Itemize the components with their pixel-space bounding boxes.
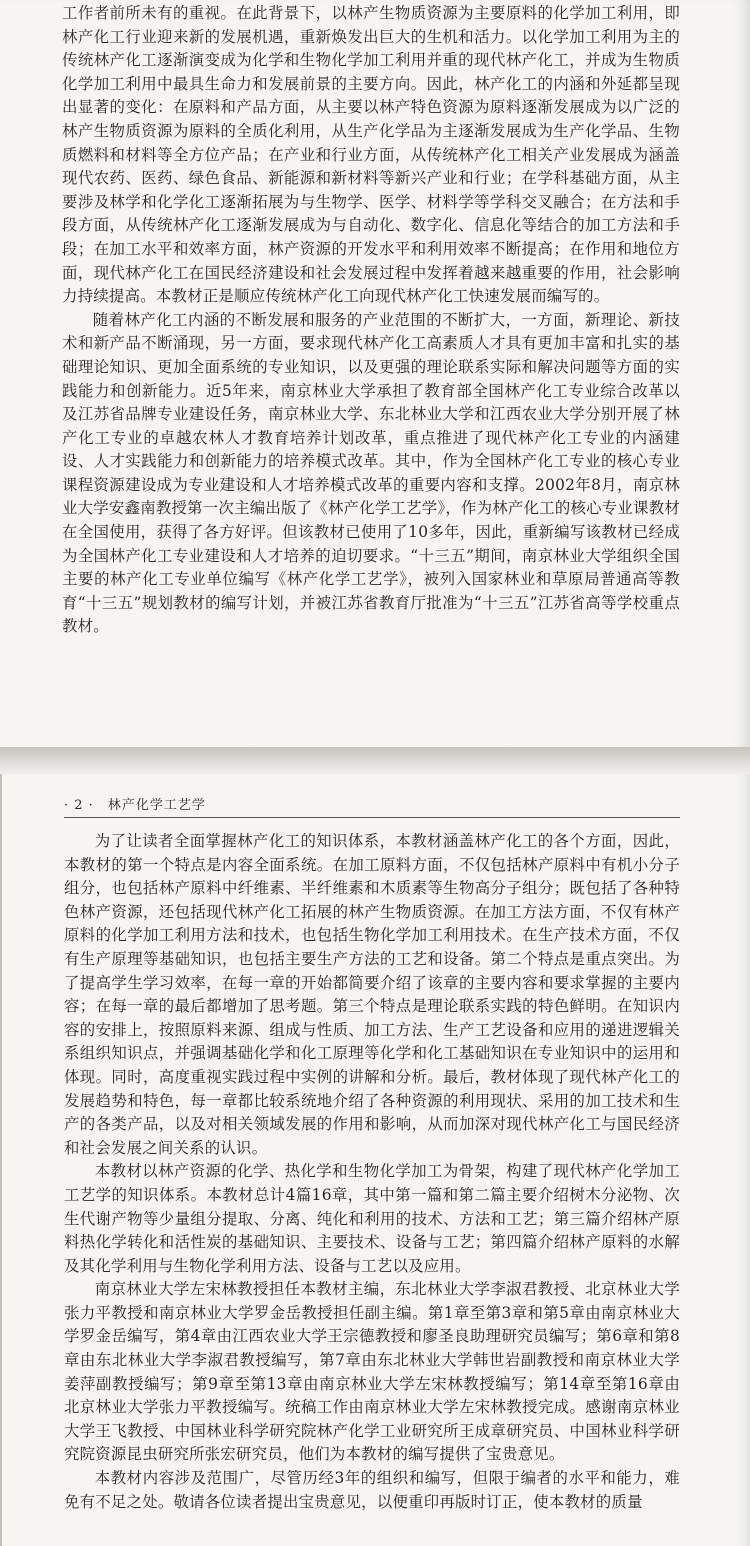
paragraph-3: 为了让读者全面掌握林产化工的知识体系，本教材涵盖林产化工的各个方面，因此，本教材的第一个特点是内容全面系统。在加工原料方面，不仅包括林产原料中有机小分子组分，也包括林产原料中纤维素、半纤维素和木质素等生物高分子组分；既包括了各种特色林产资源，还包括现代林产化工拓展的林产生物质资源。在加工方法方面，不仅有林产原料的化学加工利用方法和技术，也包括生物化学加工利用技术。在生产技术方面，不仅有生产原理等基础知识，也包括主要生产方法的工艺和设备。第二个特点是重点突出。为了提高学生学习效率，在每一章的开始都简要介绍了该章的主要内容和要求掌握的主要内容；在每一章的最后都增加了思考题。第三个特点是理论联系实践的特色鲜明。在知识内容的安排上，按照原料来源、组成与性质、加工方法、生产工艺设备和应用的递进逻辑关系组织知识点，并强调基础化学和化工原理等化学和化工基础知识在专业知识中的运用和体现。同时，高度重视实践过程中实例的讲解和分析。最后，教材体现了现代林产化工的发展趋势和特色，每一章都比较系统地介绍了各种资源的利用现状、采用的加工技术和生产的各类产品，以及对相关领域发展的作用和影响，从而加深对现代林产化工与国民经济和社会发展之间关系的认识。 (64, 832, 680, 1157)
page-gap (0, 748, 750, 774)
page-number: · 2 · (64, 798, 94, 813)
paragraph-5: 南京林业大学左宋林教授担任本教材主编，东北林业大学李淑君教授、北京林业大学张力平教授和南京林业大学罗金岳教授担任副主编。第1章至第3章和第5章由南京林业大学罗金岳编写，第4章由江西农业大学王宗德教授和廖圣良助理研究员编写；第6章和第8章由东北林业大学李淑君教授编写，第7章由东北林业大学韩世岩副教授和南京林业大学姜萍副教授编写；第9章至第13章由南京林业大学左宋林教授编写；第14章至第16章由北京林业大学张力平教授编写。统稿工作由南京林业大学左宋林教授完成。感谢南京林业大学王飞教授、中国林业科学研究院林产化学工业研究所王成章研究员、中国林业科学研究院资源昆虫研究所张宏研究员，他们为本教材的编写提供了宝贵意见。 (64, 1280, 680, 1464)
upper-book-page (0, 0, 750, 748)
book-title: 林产化学工艺学 (107, 798, 206, 813)
paragraph-2: 随着林产化工内涵的不断发展和服务的产业范围的不断扩大，一方面，新理论、新技术和新产品不断涌现，另一方面，要求现代林产化工高素质人才具有更加丰富和扎实的基础理论知识、更加全面系统的专业知识，以及更强的理论联系实际和解决问题等方面的实践能力和创新能力。近5年来，南京林业大学承担了教育部全国林产化工专业综合改革以及江苏省品牌专业建设任务，南京林业大学、东北林业大学和江西农业大学分别开展了林产化工专业的卓越农林人才教育培养计划改革，重点推进了现代林产化工专业的内涵建设、人才实践能力和创新能力的培养模式改革。其中，作为全国林产化工专业的核心专业课程资源建设成为专业建设和人才培养模式改革的重要内容和支撑。2002年8月，南京林业大学安鑫南教授第一次主编出版了《林产化学工艺学》，作为林产化工的核心专业课教材在全国使用，获得了各方好评。但该教材已使用了10多年，因此，重新编写该教材已经成为全国林产化工专业建设和人才培养的迫切要求。“十三五”期间，南京林业大学组织全国主要的林产化工专业单位编写《林产化学工艺学》，被列入国家林业和草原局普通高等教育“十三五”规划教材的编写计划，并被江苏省教育厅批准为“十三五”江苏省高等学校重点教材。 (62, 310, 680, 636)
lower-book-page (0, 774, 750, 1546)
running-header (64, 794, 680, 818)
paragraph-1: 工作者前所未有的重视。在此背景下，以林产生物质资源为主要原料的化学加工利用，即林产化工行业迎来新的发展机遇，重新焕发出巨大的生机和活力。以化学加工利用为主的传统林产化工逐渐演变成为化学和生物化学加工利用并重的现代林产化工，并成为生物质化学加工利用中最具生命力和发展前景的主要方向。因此，林产化工的内涵和外延都呈现出显著的变化：在原料和产品方面，从主要以林产特色资源为原料逐渐发展成为以广泛的林产生物质资源为原料的全质化利用，从生产化学品为主逐渐发展成为生产化学品、生物质燃料和材料等全方位产品；在产业和行业方面，从传统林产化工相关产业发展成为涵盖现代农药、医药、绿色食品、新能源和新材料等新兴产业和行业；在学科基础方面，从主要涉及林学和化学化工逐渐拓展为与生物学、医学、材料学等学科交叉融合；在方法和手段方面，从传统林产化工逐渐发展成为与自动化、数字化、信息化等结合的加工方法和手段；在加工水平和效率方面，林产资源的开发水平和利用效率不断提高；在作用和地位方面，现代林产化工在国民经济建设和社会发展过程中发挥着越来越重要的作用，社会影响力持续提高。本教材正是顺应传统林产化工向现代林产化工快速发展而编写的。 (62, 4, 680, 306)
paragraph-4: 本教材以林产资源的化学、热化学和生物化学加工为骨架，构建了现代林产化学加工工艺学的知识体系。本教材总计4篇16章，其中第一篇和第二篇主要介绍树木分泌物、次生代谢产物等少量组分提取、分离、纯化和利用的技术、方法和工艺；第三篇介绍林产原料热化学转化和活性炭的基础知识、主要技术、设备与工艺；第四篇介绍林产原料的水解及其化学利用与生物化学利用方法、设备与工艺以及应用。 (64, 1162, 680, 1275)
paragraph-6: 本教材内容涉及范围广，尽管历经3年的组织和编写，但限于编者的水平和能力，难免有不足之处。敬请各位读者提出宝贵意见，以便重印再版时订正，使本教材的质量 (64, 1469, 680, 1511)
